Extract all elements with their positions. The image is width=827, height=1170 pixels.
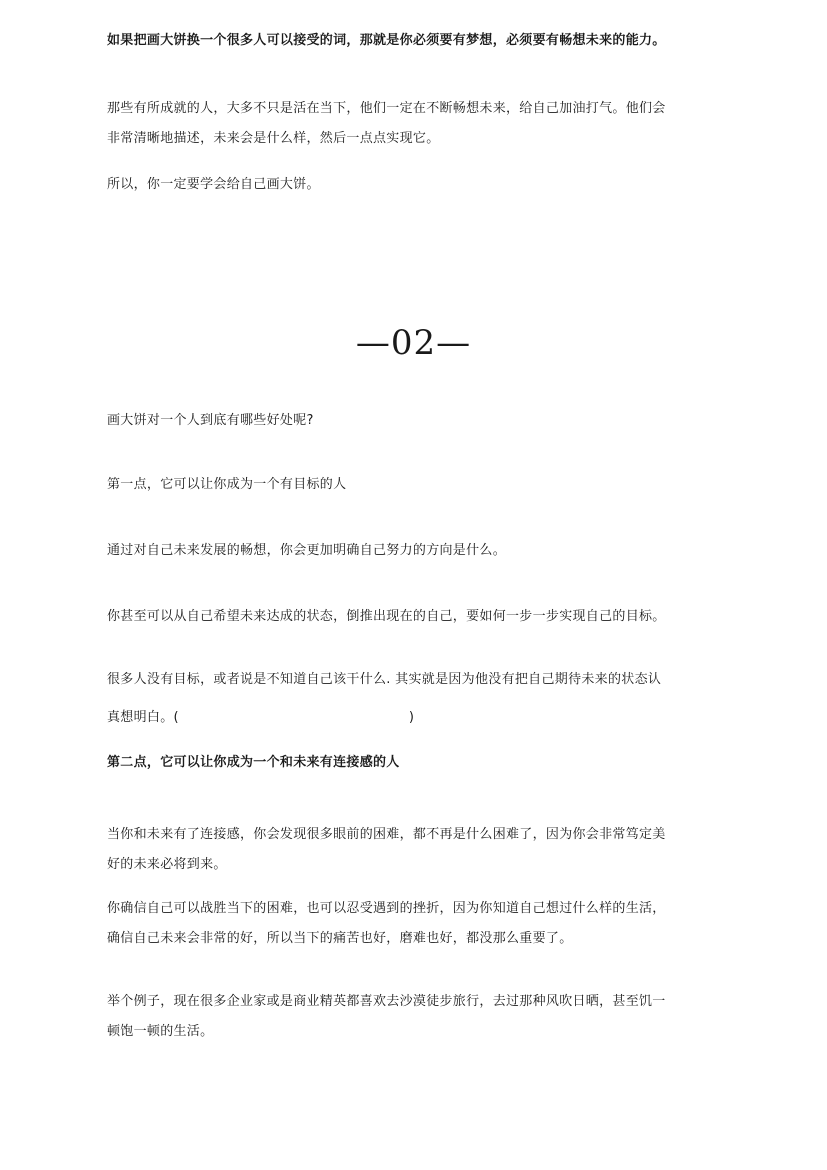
paragraph-connection (107, 820, 719, 880)
text-line: 很多人没有目标，或者说是不知道自己该干什么. 其实就是因为他没有把自己期待未来的状态认 (107, 672, 662, 687)
text-line: 你确信自己可以战胜当下的困难，也可以忍受遇到的挫折，因为你知道自己想过什么样的生活， (107, 901, 666, 916)
text-line: 顿饱一顿的生活。 (107, 1024, 214, 1039)
text-line: 当你和未来有了连接感，你会发现很多眼前的困难，都不再是什么困难了，因为你会非常笃定美 (107, 827, 666, 842)
paragraph-direction: 通过对自己未来发展的畅想，你会更加明确自己努力的方向是什么。 (107, 543, 507, 558)
paragraph-question: 画大饼对一个人到底有哪些好处呢? (107, 413, 314, 428)
text-line: 举个例子，现在很多企业家或是商业精英都喜欢去沙漠徒步旅行，去过那种风吹日晒，甚至饥一 (107, 994, 666, 1009)
paragraph-dream: 如果把画大饼换一个很多人可以接受的词，那就是你必须要有梦想，必须要有畅想未来的能力。 (107, 33, 666, 48)
paragraph-point-one: 第一点，它可以让你成为一个有目标的人 (107, 477, 347, 492)
paragraph-example (107, 987, 719, 1047)
text-line: 确信自己未来会非常的好，所以当下的痛苦也好，磨难也好，都没那么重要了。 (107, 931, 573, 946)
paragraph-point-two: 第二点，它可以让你成为一个和未来有连接感的人 (107, 755, 400, 770)
paragraph-successful-people (107, 94, 719, 154)
section-heading: —02— (355, 323, 472, 363)
text-fragment: ) (408, 710, 415, 725)
text-line: 那些有所成就的人，大多不只是活在当下，他们一定在不断畅想未来，给自己加油打气。他们会 (107, 101, 666, 116)
text-line (107, 699, 719, 737)
paragraph-confidence (107, 894, 719, 954)
text-line: 非常清晰地描述，未来会是什么样，然后一点点实现它。 (107, 131, 440, 146)
text-line: 好的未来必将到来。 (107, 857, 227, 872)
text-fragment: 真想明白。( (107, 710, 179, 725)
paragraph-conclusion: 所以，你一定要学会给自己画大饼。 (107, 177, 320, 192)
paragraph-reverse-plan: 你甚至可以从自己希望未来达成的状态，倒推出现在的自己，要如何一步一步实现自己的目标。 (107, 609, 666, 624)
paragraph-no-goals (107, 661, 719, 737)
